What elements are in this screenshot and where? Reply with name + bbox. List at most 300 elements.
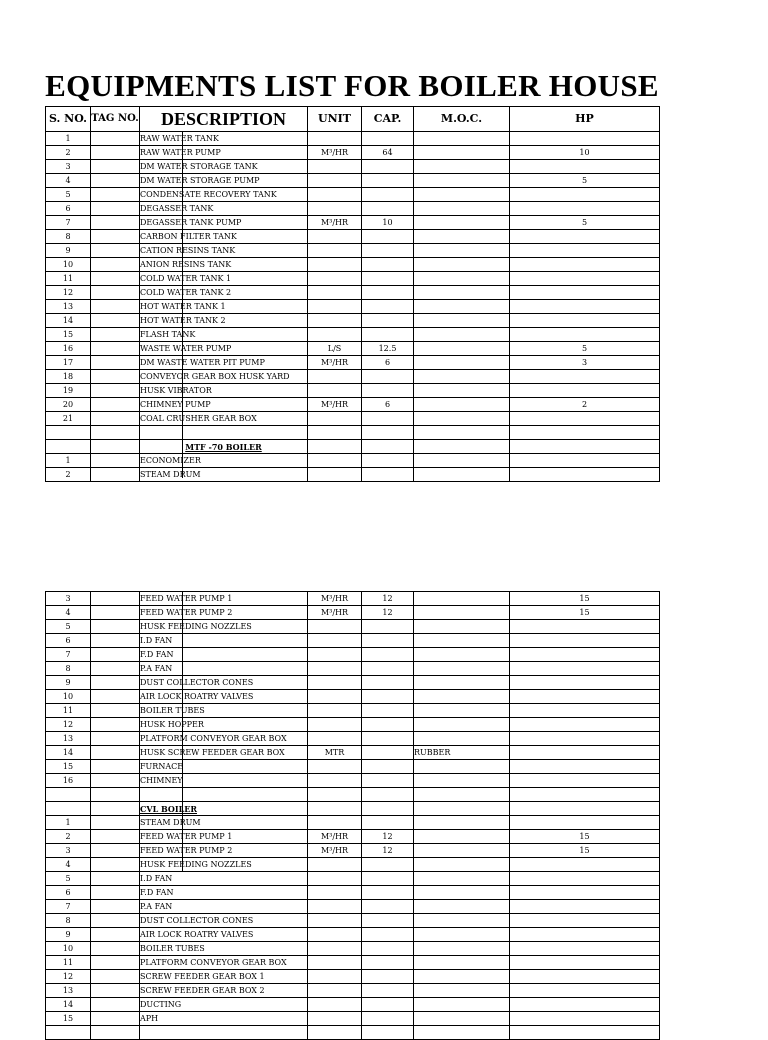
sno-cell: 7 [46, 900, 91, 914]
cap-cell [362, 872, 414, 886]
table-row [46, 328, 660, 342]
cap-cell [362, 956, 414, 970]
tag-cell [91, 858, 140, 872]
unit-cell [308, 662, 362, 676]
section-row [46, 802, 660, 816]
tag-cell [91, 718, 140, 732]
unit-cell [308, 620, 362, 634]
description-cell: DEGASSER TANK [140, 202, 308, 216]
sno-cell: 1 [46, 454, 91, 468]
cap-cell [362, 984, 414, 998]
table-row [46, 342, 660, 356]
hp-cell: 2 [510, 398, 660, 412]
cap-cell [362, 1026, 414, 1040]
sno-cell: 15 [46, 328, 91, 342]
tag-cell [91, 342, 140, 356]
tag-cell [91, 900, 140, 914]
description-cell: RAW WATER PUMP [140, 146, 308, 160]
sno-cell [46, 1026, 91, 1040]
moc-cell [414, 258, 510, 272]
header-hp: HP [510, 107, 660, 132]
hp-cell [510, 286, 660, 300]
description-cell: AIR LOCK ROATRY VALVES [140, 690, 308, 704]
sno-cell: 13 [46, 984, 91, 998]
unit-cell [308, 412, 362, 426]
cap-cell [362, 370, 414, 384]
table-row [46, 620, 660, 634]
cap-cell [362, 426, 414, 440]
unit-cell [308, 202, 362, 216]
tag-cell [91, 984, 140, 998]
cap-cell [362, 412, 414, 426]
table-row [46, 634, 660, 648]
unit-cell [308, 970, 362, 984]
tag-cell [91, 648, 140, 662]
table-row [46, 718, 660, 732]
tag-cell [91, 998, 140, 1012]
hp-cell [510, 760, 660, 774]
unit-cell [308, 984, 362, 998]
description-cell: DUCTING [140, 998, 308, 1012]
hp-cell [510, 314, 660, 328]
hp-cell [510, 426, 660, 440]
unit-cell [308, 272, 362, 286]
moc-cell [414, 328, 510, 342]
unit-cell [308, 788, 362, 802]
unit-cell [308, 718, 362, 732]
moc-cell [414, 774, 510, 788]
unit-cell [308, 426, 362, 440]
description-cell [140, 788, 308, 802]
moc-cell [414, 188, 510, 202]
table-row [46, 676, 660, 690]
hp-cell: 5 [510, 216, 660, 230]
unit-cell [308, 244, 362, 258]
moc-cell [414, 1026, 510, 1040]
sno-cell: 11 [46, 956, 91, 970]
sno-cell: 16 [46, 774, 91, 788]
cap-cell [362, 132, 414, 146]
moc-cell [414, 732, 510, 746]
cap-cell: 12.5 [362, 342, 414, 356]
sno-cell: 1 [46, 816, 91, 830]
table-row [46, 230, 660, 244]
hp-cell [510, 816, 660, 830]
tag-cell [91, 732, 140, 746]
sno-cell: 7 [46, 216, 91, 230]
table-row [46, 384, 660, 398]
description-cell: HUSK HOPPER [140, 718, 308, 732]
cap-cell [362, 662, 414, 676]
unit-cell [308, 370, 362, 384]
cap-cell [362, 788, 414, 802]
sno-cell: 13 [46, 732, 91, 746]
moc-cell [414, 384, 510, 398]
moc-cell [414, 398, 510, 412]
tag-cell [91, 328, 140, 342]
sno-cell: 2 [46, 468, 91, 482]
tag-cell [91, 830, 140, 844]
sno-cell: 7 [46, 648, 91, 662]
cap-cell [362, 942, 414, 956]
tag-cell [91, 244, 140, 258]
sno-cell: 5 [46, 872, 91, 886]
header-row [46, 107, 660, 132]
unit-cell [308, 872, 362, 886]
cap-cell [362, 440, 414, 454]
description-cell: P.A FAN [140, 662, 308, 676]
moc-cell [414, 802, 510, 816]
tag-cell [91, 816, 140, 830]
sno-cell: 17 [46, 356, 91, 370]
table-body-top [46, 132, 660, 482]
description-cell: DEGASSER TANK PUMP [140, 216, 308, 230]
cap-cell [362, 816, 414, 830]
sno-cell: 3 [46, 592, 91, 606]
unit-cell [308, 468, 362, 482]
table-row [46, 690, 660, 704]
section-heading: MTF -70 BOILER [140, 440, 308, 454]
table-row [46, 942, 660, 956]
moc-cell [414, 718, 510, 732]
sno-cell: 4 [46, 858, 91, 872]
table-row [46, 648, 660, 662]
moc-cell [414, 900, 510, 914]
table-row [46, 1012, 660, 1026]
stray-gridline [182, 132, 183, 478]
moc-cell [414, 356, 510, 370]
hp-cell: 15 [510, 606, 660, 620]
cap-cell [362, 690, 414, 704]
table-row [46, 606, 660, 620]
hp-cell [510, 886, 660, 900]
unit-cell [308, 160, 362, 174]
tag-cell [91, 872, 140, 886]
sno-cell: 12 [46, 286, 91, 300]
table-row [46, 454, 660, 468]
hp-cell [510, 662, 660, 676]
description-cell: FEED WATER PUMP 2 [140, 606, 308, 620]
cap-cell [362, 900, 414, 914]
table-row [46, 858, 660, 872]
description-cell: ANION RESINS TANK [140, 258, 308, 272]
moc-cell [414, 412, 510, 426]
cap-cell [362, 648, 414, 662]
moc-cell [414, 272, 510, 286]
description-cell: FEED WATER PUMP 1 [140, 830, 308, 844]
description-cell: HUSK SCREW FEEDER GEAR BOX [140, 746, 308, 760]
cap-cell [362, 272, 414, 286]
sno-cell: 3 [46, 160, 91, 174]
unit-cell [308, 384, 362, 398]
unit-cell: M³/HR [308, 146, 362, 160]
hp-cell [510, 328, 660, 342]
moc-cell [414, 690, 510, 704]
equipment-table-top [45, 106, 660, 482]
sno-cell [46, 426, 91, 440]
sno-cell: 14 [46, 998, 91, 1012]
cap-cell [362, 244, 414, 258]
tag-cell [91, 370, 140, 384]
section-row [46, 440, 660, 454]
table-row [46, 914, 660, 928]
header-description: DESCRIPTION [140, 107, 308, 132]
unit-cell: M³/HR [308, 216, 362, 230]
hp-cell [510, 634, 660, 648]
table-row [46, 188, 660, 202]
unit-cell [308, 286, 362, 300]
tag-cell [91, 230, 140, 244]
hp-cell [510, 732, 660, 746]
description-cell: STEAM DRUM [140, 816, 308, 830]
sno-cell [46, 440, 91, 454]
table-row [46, 244, 660, 258]
tag-cell [91, 384, 140, 398]
table-row [46, 356, 660, 370]
tag-cell [91, 774, 140, 788]
tag-cell [91, 132, 140, 146]
cap-cell [362, 676, 414, 690]
description-cell: I.D FAN [140, 872, 308, 886]
sno-cell: 6 [46, 634, 91, 648]
hp-cell [510, 970, 660, 984]
hp-cell [510, 746, 660, 760]
sno-cell: 12 [46, 718, 91, 732]
tag-cell [91, 690, 140, 704]
sno-cell: 16 [46, 342, 91, 356]
table-row [46, 704, 660, 718]
table-row [46, 202, 660, 216]
cap-cell [362, 802, 414, 816]
table-row [46, 732, 660, 746]
moc-cell [414, 440, 510, 454]
hp-cell [510, 188, 660, 202]
sno-cell: 21 [46, 412, 91, 426]
unit-cell [308, 816, 362, 830]
sno-cell: 1 [46, 132, 91, 146]
description-cell: ECONOMIZER [140, 454, 308, 468]
unit-cell [308, 928, 362, 942]
description-cell: CONVEYOR GEAR BOX HUSK YARD [140, 370, 308, 384]
cap-cell [362, 328, 414, 342]
description-cell: CHIMNEY PUMP [140, 398, 308, 412]
cap-cell [362, 174, 414, 188]
description-cell: HOT WATER TANK 1 [140, 300, 308, 314]
sno-cell: 3 [46, 844, 91, 858]
description-cell: SCREW FEEDER GEAR BOX 1 [140, 970, 308, 984]
moc-cell [414, 942, 510, 956]
description-cell: CONDENSATE RECOVERY TANK [140, 188, 308, 202]
tag-cell [91, 454, 140, 468]
moc-cell [414, 844, 510, 858]
hp-cell: 10 [510, 146, 660, 160]
sno-cell: 14 [46, 314, 91, 328]
moc-cell [414, 704, 510, 718]
moc-cell [414, 928, 510, 942]
sno-cell: 19 [46, 384, 91, 398]
moc-cell [414, 872, 510, 886]
page-title: EQUIPMENTS LIST FOR BOILER HOUSE [45, 68, 659, 103]
hp-cell [510, 440, 660, 454]
sno-cell: 4 [46, 174, 91, 188]
moc-cell [414, 1012, 510, 1026]
tag-cell [91, 314, 140, 328]
tag-cell [91, 928, 140, 942]
hp-cell [510, 648, 660, 662]
description-cell [140, 1026, 308, 1040]
cap-cell [362, 886, 414, 900]
description-cell: HUSK VIBRATOR [140, 384, 308, 398]
cap-cell [362, 858, 414, 872]
moc-cell [414, 592, 510, 606]
sno-cell: 9 [46, 676, 91, 690]
hp-cell [510, 272, 660, 286]
header-moc: M.O.C. [414, 107, 510, 132]
hp-cell [510, 984, 660, 998]
unit-cell [308, 858, 362, 872]
moc-cell [414, 676, 510, 690]
table-row [46, 258, 660, 272]
table-row [46, 900, 660, 914]
unit-cell [308, 900, 362, 914]
unit-cell: L/S [308, 342, 362, 356]
unit-cell [308, 774, 362, 788]
moc-cell [414, 998, 510, 1012]
hp-cell [510, 1026, 660, 1040]
description-cell: HUSK FEEDING NOZZLES [140, 620, 308, 634]
tag-cell [91, 146, 140, 160]
description-cell: CATION RESINS TANK [140, 244, 308, 258]
moc-cell [414, 662, 510, 676]
sno-cell: 5 [46, 188, 91, 202]
moc-cell [414, 468, 510, 482]
unit-cell [308, 914, 362, 928]
unit-cell [308, 454, 362, 468]
table-row [46, 468, 660, 482]
hp-cell [510, 704, 660, 718]
unit-cell [308, 886, 362, 900]
hp-cell: 15 [510, 592, 660, 606]
tag-cell [91, 886, 140, 900]
table-row [46, 984, 660, 998]
description-cell: PLATFORM CONVEYOR GEAR BOX [140, 956, 308, 970]
moc-cell [414, 370, 510, 384]
tag-cell [91, 286, 140, 300]
hp-cell: 5 [510, 174, 660, 188]
unit-cell [308, 300, 362, 314]
description-cell: F.D FAN [140, 648, 308, 662]
description-cell: HOT WATER TANK 2 [140, 314, 308, 328]
tag-cell [91, 802, 140, 816]
cap-cell [362, 760, 414, 774]
moc-cell: RUBBER [414, 746, 510, 760]
unit-cell [308, 314, 362, 328]
tag-cell [91, 746, 140, 760]
cap-cell [362, 300, 414, 314]
hp-cell: 5 [510, 342, 660, 356]
tag-cell [91, 300, 140, 314]
hp-cell [510, 132, 660, 146]
sno-cell: 8 [46, 914, 91, 928]
unit-cell [308, 1012, 362, 1026]
hp-cell [510, 774, 660, 788]
tag-cell [91, 188, 140, 202]
tag-cell [91, 258, 140, 272]
table-row [46, 160, 660, 174]
table-row [46, 146, 660, 160]
unit-cell [308, 258, 362, 272]
unit-cell [308, 132, 362, 146]
hp-cell [510, 788, 660, 802]
unit-cell [308, 328, 362, 342]
cap-cell [362, 928, 414, 942]
moc-cell [414, 426, 510, 440]
table-row [46, 412, 660, 426]
tag-cell [91, 970, 140, 984]
cap-cell [362, 998, 414, 1012]
unit-cell [308, 802, 362, 816]
sno-cell: 10 [46, 942, 91, 956]
description-cell: F.D FAN [140, 886, 308, 900]
sno-cell: 6 [46, 202, 91, 216]
description-cell: DUST COLLECTOR CONES [140, 676, 308, 690]
sno-cell: 4 [46, 606, 91, 620]
header-cap: CAP. [362, 107, 414, 132]
table-row [46, 956, 660, 970]
moc-cell [414, 816, 510, 830]
hp-cell [510, 900, 660, 914]
sno-cell: 15 [46, 760, 91, 774]
hp-cell [510, 914, 660, 928]
moc-cell [414, 146, 510, 160]
description-cell: BOILER TUBES [140, 942, 308, 956]
sno-cell: 10 [46, 258, 91, 272]
unit-cell: M³/HR [308, 398, 362, 412]
table-row [46, 426, 660, 440]
tag-cell [91, 202, 140, 216]
unit-cell [308, 648, 362, 662]
tag-cell [91, 398, 140, 412]
table-row [46, 662, 660, 676]
sno-cell: 2 [46, 830, 91, 844]
description-cell: FURNACE [140, 760, 308, 774]
description-cell: AIR LOCK ROATRY VALVES [140, 928, 308, 942]
hp-cell [510, 454, 660, 468]
hp-cell [510, 858, 660, 872]
moc-cell [414, 970, 510, 984]
moc-cell [414, 286, 510, 300]
hp-cell: 3 [510, 356, 660, 370]
table-row [46, 272, 660, 286]
description-cell: DM WATER STORAGE TANK [140, 160, 308, 174]
table-body-bottom [46, 592, 660, 1040]
hp-cell [510, 942, 660, 956]
cap-cell [362, 202, 414, 216]
hp-cell [510, 956, 660, 970]
tag-cell [91, 468, 140, 482]
moc-cell [414, 300, 510, 314]
tag-cell [91, 914, 140, 928]
hp-cell [510, 384, 660, 398]
hp-cell [510, 690, 660, 704]
table-row [46, 844, 660, 858]
cap-cell: 64 [362, 146, 414, 160]
moc-cell [414, 648, 510, 662]
description-cell: COLD WATER TANK 1 [140, 272, 308, 286]
moc-cell [414, 342, 510, 356]
unit-cell [308, 440, 362, 454]
cap-cell [362, 634, 414, 648]
